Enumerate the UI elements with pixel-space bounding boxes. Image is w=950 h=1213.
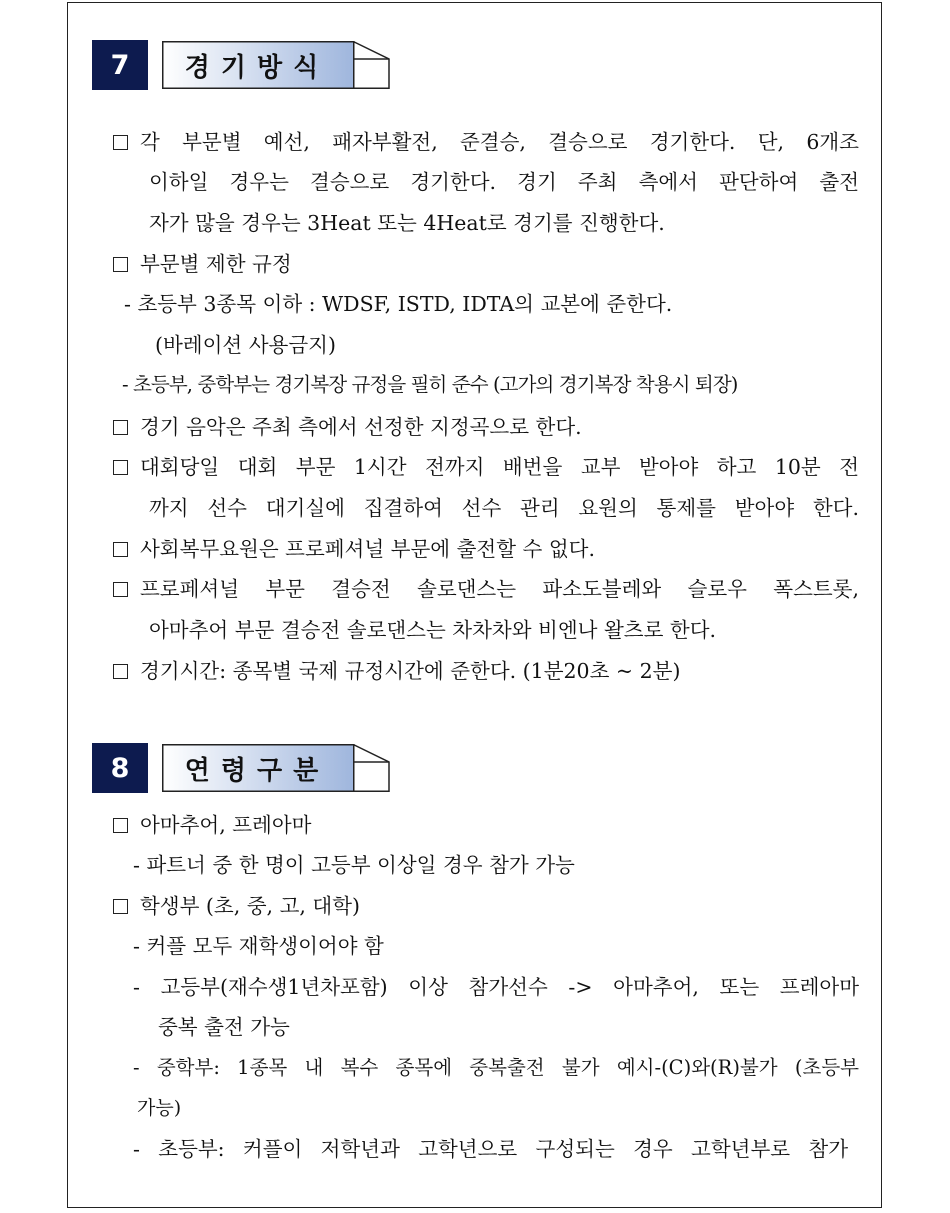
section-7-title: 경기방식 [184, 52, 330, 83]
section-7-number: 7 [92, 40, 148, 90]
checkbox-icon [113, 582, 128, 597]
checkbox-icon [113, 257, 128, 272]
sub-item-continuation: 중복 출전 가능 [158, 1015, 290, 1039]
checkbox-icon [113, 818, 128, 833]
sub-item-continuation: 가능) [137, 1097, 182, 1119]
section-8-number: 8 [92, 743, 148, 793]
section-8-title-box [162, 744, 390, 792]
list-item: 학생부 (초, 중, 고, 대학) [113, 891, 360, 921]
sub-item: - 중학부: 1종목 내 복수 종목에 중복출전 불가 예시-(C)와(R)불가 (초등부 [133, 1056, 859, 1079]
sub-item: - 커플 모두 재학생이어야 함 [133, 934, 384, 958]
list-item: 부문별 제한 규정 [113, 249, 292, 279]
list-item-continuation: 이하일 경우는 결승으로 경기한다. 경기 주최 측에서 판단하여 출전 [149, 170, 859, 194]
list-item: 경기 음악은 주최 측에서 선정한 지정곡으로 한다. [113, 412, 582, 442]
list-item: 각 부문별 예선, 패자부활전, 준결승, 결승으로 경기한다. 단, 6개조 [113, 127, 859, 157]
section-7-title-box [162, 41, 390, 89]
list-item-continuation: 아마추어 부문 결승전 솔로댄스는 차차차와 비엔나 왈츠로 한다. [149, 618, 717, 642]
checkbox-icon [113, 542, 128, 557]
checkbox-icon [113, 664, 128, 679]
list-item: 경기시간: 종목별 국제 규정시간에 준한다. (1분20초 ~ 2분) [113, 656, 680, 686]
list-item: 대회당일 대회 부문 1시간 전까지 배번을 교부 받아야 하고 10분 전 [113, 452, 859, 482]
list-item-continuation: 까지 선수 대기실에 집결하여 선수 관리 요원의 통제를 받아야 한다. [149, 496, 859, 520]
sub-item: - 초등부: 커플이 저학년과 고학년으로 구성되는 경우 고학년부로 참가 [133, 1137, 848, 1161]
section-8-title: 연령구분 [184, 755, 330, 786]
list-item-continuation: 자가 많을 경우는 3Heat 또는 4Heat로 경기를 진행한다. [149, 211, 665, 235]
sub-item: - 초등부 3종목 이하 : WDSF, ISTD, IDTA의 교본에 준한다. [124, 292, 673, 316]
sub-item: - 파트너 중 한 명이 고등부 이상일 경우 참가 가능 [133, 853, 575, 877]
checkbox-icon [113, 135, 128, 150]
checkbox-icon [113, 899, 128, 914]
list-item: 프로페셔널 부문 결승전 솔로댄스는 파소도블레와 슬로우 폭스트롯, [113, 574, 859, 604]
sub-item: - 초등부, 중학부는 경기복장 규정을 필히 준수 (고가의 경기복장 착용시 퇴장) [122, 373, 738, 396]
sub-item: - 고등부(재수생1년차포함) 이상 참가선수 -> 아마추어, 또는 프레아마 [133, 975, 859, 999]
list-item: 사회복무요원은 프로페셔널 부문에 출전할 수 없다. [113, 534, 595, 564]
list-item: 아마추어, 프레아마 [113, 810, 311, 840]
sub-item-continuation: (바레이션 사용금지) [155, 333, 336, 357]
checkbox-icon [113, 420, 128, 435]
checkbox-icon [113, 460, 128, 475]
